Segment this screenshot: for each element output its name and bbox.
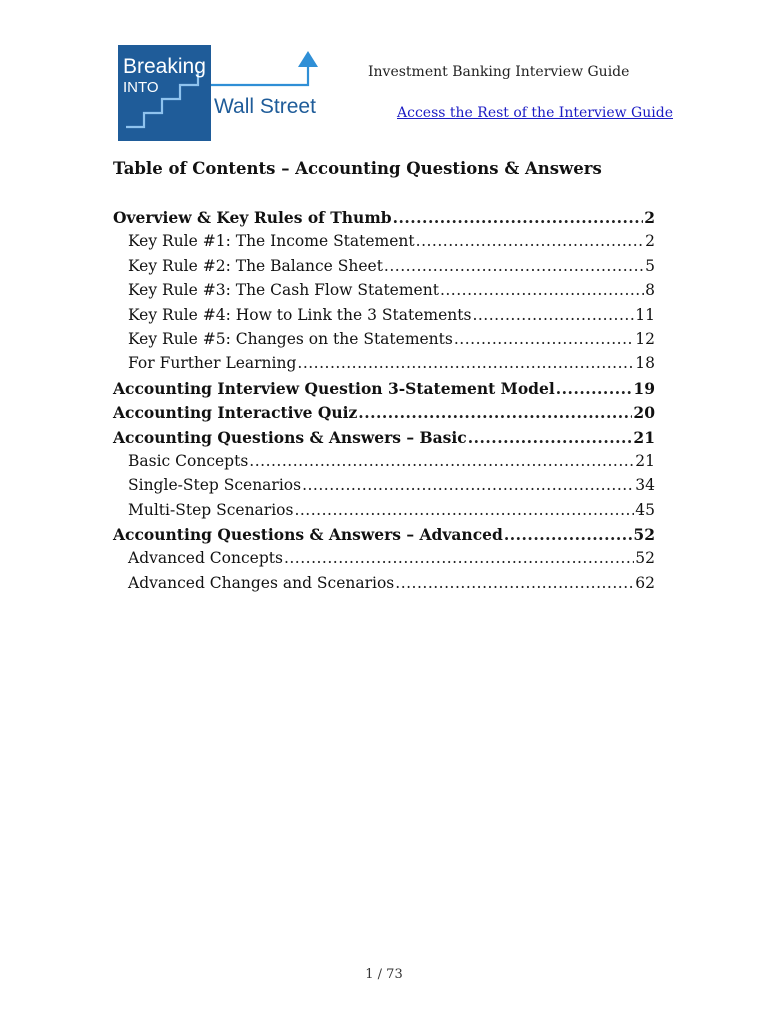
toc-entry-page: 12 xyxy=(635,329,655,348)
toc-entry[interactable] xyxy=(113,306,655,330)
toc-entry-page: 52 xyxy=(633,525,655,545)
toc-entry[interactable] xyxy=(113,574,655,598)
dot-leader xyxy=(384,257,644,275)
toc-entry[interactable] xyxy=(113,379,655,403)
toc-entry[interactable] xyxy=(113,525,655,549)
dot-leader xyxy=(556,379,633,398)
dot-leader xyxy=(393,208,644,227)
dot-leader xyxy=(468,428,633,447)
toc-entry-label: Key Rule #1: The Income Statement xyxy=(128,232,415,251)
dot-leader xyxy=(454,330,634,348)
svg-text:Breaking: Breaking xyxy=(123,55,206,78)
dot-leader xyxy=(302,476,634,494)
svg-text:Wall Street: Wall Street xyxy=(214,95,316,118)
toc-entry-page: 19 xyxy=(633,378,655,398)
toc-entry-page: 62 xyxy=(635,573,655,592)
toc-entry-page: 11 xyxy=(635,305,655,324)
dot-leader xyxy=(472,306,634,324)
dot-leader xyxy=(416,232,644,250)
toc-entry-page: 21 xyxy=(635,451,655,470)
toc-entry-label: For Further Learning xyxy=(128,354,297,373)
toc-entry-label: Advanced Concepts xyxy=(128,549,283,568)
toc-entry-label: Advanced Changes and Scenarios xyxy=(128,573,395,592)
toc-title: Table of Contents – Accounting Questions & Answers xyxy=(113,159,602,178)
table-of-contents xyxy=(113,208,655,598)
toc-entry-label: Single-Step Scenarios xyxy=(128,476,302,495)
toc-entry-page: 18 xyxy=(635,354,655,373)
toc-entry-page: 2 xyxy=(645,232,655,251)
dot-leader xyxy=(395,574,634,592)
toc-entry-label: Key Rule #2: The Balance Sheet xyxy=(128,256,383,275)
toc-entry-page: 34 xyxy=(635,476,655,495)
toc-entry-label: Key Rule #4: How to Link the 3 Statements xyxy=(128,305,472,324)
toc-entry-label: Accounting Questions & Answers – Advanced xyxy=(113,525,503,545)
page-indicator: 1 / 73 xyxy=(365,967,403,982)
toc-entry-label: Accounting Interview Question 3-Statement Model xyxy=(113,378,555,398)
toc-entry[interactable] xyxy=(113,208,655,232)
toc-entry[interactable] xyxy=(113,452,655,476)
toc-entry-page: 8 xyxy=(645,281,655,300)
dot-leader xyxy=(294,501,634,519)
toc-entry[interactable] xyxy=(113,232,655,256)
toc-entry-page: 21 xyxy=(633,427,655,447)
toc-entry[interactable] xyxy=(113,501,655,525)
guide-title: Investment Banking Interview Guide xyxy=(368,64,630,80)
toc-entry[interactable] xyxy=(113,428,655,452)
dot-leader xyxy=(504,525,633,544)
dot-leader xyxy=(284,549,634,567)
svg-text:INTO: INTO xyxy=(123,79,159,96)
toc-entry[interactable] xyxy=(113,403,655,427)
dot-leader xyxy=(440,281,644,299)
dot-leader xyxy=(297,354,634,372)
toc-entry[interactable] xyxy=(113,354,655,378)
toc-entry-label: Overview & Key Rules of Thumb xyxy=(113,208,392,227)
toc-entry-page: 2 xyxy=(644,208,655,227)
toc-entry-label: Key Rule #5: Changes on the Statements xyxy=(128,329,453,348)
toc-entry-label: Accounting Interactive Quiz xyxy=(113,403,358,423)
toc-entry-label: Multi-Step Scenarios xyxy=(128,500,294,519)
toc-entry-page: 20 xyxy=(633,403,655,423)
toc-entry[interactable] xyxy=(113,281,655,305)
toc-entry-label: Basic Concepts xyxy=(128,451,249,470)
dot-leader xyxy=(358,403,632,422)
toc-entry-page: 45 xyxy=(635,500,655,519)
toc-entry-label: Accounting Questions & Answers – Basic xyxy=(113,427,467,447)
toc-entry[interactable] xyxy=(113,476,655,500)
toc-entry-page: 5 xyxy=(645,256,655,275)
toc-entry[interactable] xyxy=(113,257,655,281)
toc-entry-label: Key Rule #3: The Cash Flow Statement xyxy=(128,281,439,300)
access-guide-link[interactable]: Access the Rest of the Interview Guide xyxy=(397,105,673,121)
dot-leader xyxy=(249,452,634,470)
breaking-into-wall-street-logo xyxy=(118,45,331,141)
toc-entry-page: 52 xyxy=(635,549,655,568)
toc-entry[interactable] xyxy=(113,549,655,573)
toc-entry[interactable] xyxy=(113,330,655,354)
